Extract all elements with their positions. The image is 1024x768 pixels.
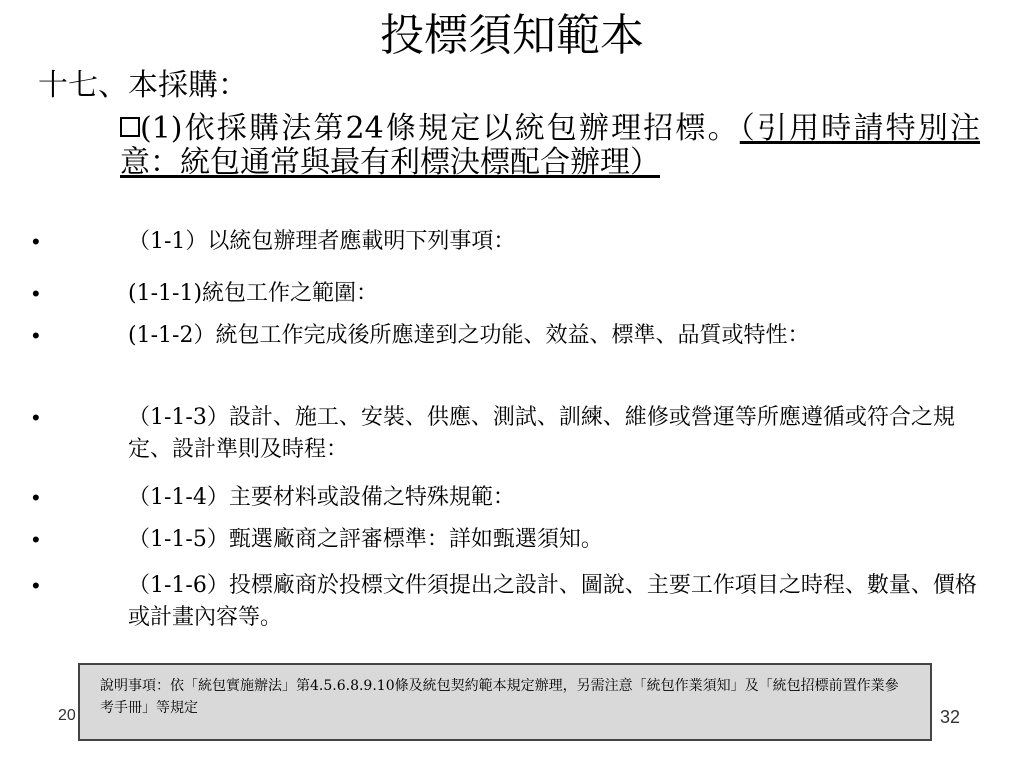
section-heading: 十七、本採購：: [38, 68, 248, 103]
footer-date: 20: [58, 707, 76, 724]
clause-text: 依採購法第24條規定以統包辦理招標。: [182, 111, 740, 146]
page-number: 32: [940, 707, 961, 727]
list-item-text: （1-1）以統包辦理者應載明下列事項：: [128, 229, 516, 254]
bullet-icon: •: [32, 281, 40, 306]
callout-note: [78, 663, 932, 741]
clause-number: (1): [140, 111, 183, 146]
list-item-text: （1-1-6）投標廠商於投標文件須提出之設計、圖說、主要工作項目之時程、數量、價格或計畫內容等。: [128, 573, 977, 630]
bullet-icon: •: [32, 229, 40, 254]
list-item-text: （1-1-5）甄選廠商之評審標準：詳如甄選須知。: [128, 527, 603, 552]
bullet-icon: •: [32, 405, 40, 430]
bullet-icon: •: [32, 573, 40, 598]
callout-text: 說明事項：依「統包實施辦法」第4.5.6.8.9.10條及統包契約範本規定辦理，另需注意「統包作業須知」及「統包招標前置作業參考手冊」等規定: [100, 678, 899, 716]
list-item-text: （1-1-3）設計、施工、安裝、供應、測試、訓練、維修或營運等所應遵循或符合之規定、設計準則及時程：: [128, 405, 955, 462]
bullet-icon: •: [32, 485, 40, 510]
list-item-text: （1-1-4）主要材料或設備之特殊規範：: [128, 485, 515, 510]
page-title: 投標須知範本: [380, 10, 644, 61]
checkbox-icon: [120, 117, 140, 137]
clause-paragraph: [120, 112, 980, 180]
bullet-icon: •: [32, 527, 40, 552]
bullet-icon: •: [32, 323, 40, 348]
list-item-text: (1-1-1)統包工作之範圍：: [128, 281, 379, 306]
list-item-text: (1-1-2）統包工作完成後所應達到之功能、效益、標準、品質或特性：: [128, 323, 810, 348]
clause-note: （引用時請特別注意：統包通常與最有利標決標配合辦理）: [120, 111, 980, 180]
